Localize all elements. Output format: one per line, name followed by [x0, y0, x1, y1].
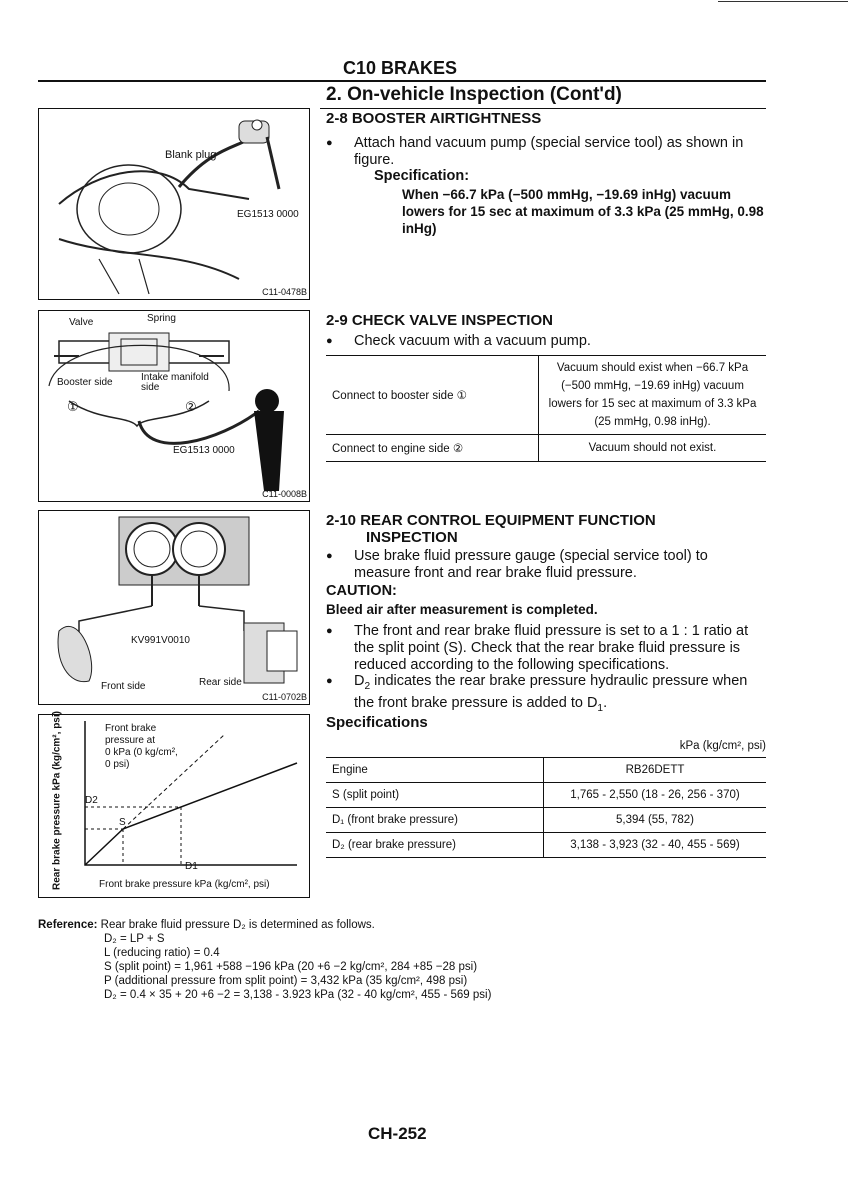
spec-item: S (split point)	[326, 783, 544, 808]
label-valve: Valve	[69, 317, 94, 328]
table-row	[326, 356, 766, 435]
label-blank-plug: Blank plug	[165, 149, 217, 161]
label-s: S	[119, 817, 126, 828]
section-title: C10 BRAKES	[342, 58, 458, 78]
figure-pressure-gauge	[38, 510, 310, 705]
rear-control-bullet-2: ● The front and rear brake fluid pressure is set to a 1 : 1 ratio at the split point (S). Check that the rear brake fluid pressure is reduced according to the following specifications.	[354, 623, 766, 674]
label-circle-1: ①	[67, 399, 79, 414]
page-number: CH-252	[368, 1124, 427, 1143]
reference-label: Reference:	[38, 919, 98, 931]
check-valve-table	[326, 355, 766, 462]
spec-item: D₁ (front brake pressure)	[326, 808, 544, 833]
top-edge-rule	[718, 1, 848, 2]
label-intake-manifold: Intake manifold side	[141, 372, 209, 393]
result-cell: Vacuum should not exist.	[588, 442, 717, 454]
reference-line-1: Rear brake fluid pressure D₂ is determined as follows.	[100, 919, 375, 931]
heading-specifications: Specifications	[326, 714, 428, 731]
figure-split-point-graph	[38, 711, 310, 898]
figure-check-valve	[38, 310, 310, 502]
header-rule	[38, 80, 766, 82]
label-d2: D2	[85, 795, 98, 806]
reference-line-2: D₂ = LP + S	[104, 933, 165, 945]
spec-value: RB26DETT	[544, 758, 767, 783]
label-d1: D1	[185, 861, 198, 872]
table-row	[326, 808, 766, 833]
figure-code: C11-0478B	[262, 287, 307, 297]
heading-booster-airtightness: 2-8 BOOSTER AIRTIGHTNESS	[326, 110, 542, 127]
rear-control-bullet-1: ● Use brake fluid pressure gauge (special service tool) to measure front and rear brake fluid pressure.	[354, 548, 766, 582]
label-front-side: Front side	[101, 681, 146, 692]
spec-units: kPa (kg/cm², psi)	[679, 740, 766, 752]
graph-curve	[85, 763, 297, 865]
check-valve-bullet: ● Check vacuum with a vacuum pump.	[354, 333, 591, 350]
reference-block	[38, 918, 491, 1002]
label-front-brake-note: Front brake pressure at 0 kPa (0 kg/cm², 0 psi)	[105, 723, 178, 770]
booster-bullet: ● Attach hand vacuum pump (special service tool) as shown in figure.	[354, 135, 766, 169]
table-row	[326, 783, 766, 808]
spec-value: 3,138 - 3,923 (32 - 40, 455 - 569)	[570, 839, 740, 851]
spec-item: D₂ (rear brake pressure)	[326, 833, 544, 858]
figure-code: C11-0008B	[262, 489, 307, 499]
table-row	[326, 435, 766, 462]
caution-label: CAUTION:	[326, 583, 397, 599]
booster-spec-label: Specification:	[374, 168, 470, 184]
result-cell: Vacuum should exist when −66.7 kPa (−500 mmHg, −19.69 inHg) vacuum lowers for 15 sec at maximum of 3.3 kPa (25 mmHg, 0.98 inHg).	[539, 356, 767, 435]
check-valve-illustration	[39, 311, 309, 501]
table-row	[326, 758, 766, 783]
rear-control-bullet-3: ● $D_2$ indicates the rear brake pressure hydraulic pressure when the front brake pressure is added to $D_1$.	[354, 673, 766, 717]
caution-text: Bleed air after measurement is completed.	[326, 602, 598, 617]
chapter-rule	[320, 108, 766, 109]
label-tool-eg1513: EG1513 0000	[173, 445, 235, 456]
graph-y-axis-label: Rear brake pressure kPa (kg/cm², psi)	[51, 711, 63, 890]
reference-line-3: L (reducing ratio) = 0.4	[104, 947, 220, 959]
reference-line-4: S (split point) = 1,961 +588 −196 kPa (20 +6 −2 kg/cm², 284 +85 −28 psi)	[104, 961, 478, 973]
label-rear-side: Rear side	[199, 677, 242, 688]
figure-booster-airtightness	[38, 108, 310, 300]
heading-check-valve: 2-9 CHECK VALVE INSPECTION	[326, 312, 553, 329]
table-row	[326, 833, 766, 858]
spec-item: Engine	[326, 758, 544, 783]
booster-spec-text: When −66.7 kPa (−500 mmHg, −19.69 inHg) vacuum lowers for 15 sec at maximum of 3.3 kPa (25 mmHg, 0.98 inHg)	[402, 187, 764, 236]
pressure-gauge-illustration	[39, 511, 309, 704]
specifications-table	[326, 757, 766, 858]
spec-value: 5,394 (55, 782)	[544, 808, 767, 833]
spec-value: 1,765 - 2,550 (18 - 26, 256 - 370)	[544, 783, 767, 808]
condition-cell: Connect to engine side ②	[326, 435, 539, 462]
reference-line-6: D₂ = 0.4 × 35 + 20 +6 −2 = 3,138 - 3.923 kPa (32 - 40 kg/cm², 455 - 569 psi)	[104, 989, 492, 1001]
label-tool-eg1513: EG1513 0000	[237, 209, 299, 220]
heading-rear-control: 2-10 REAR CONTROL EQUIPMENT FUNCTION	[326, 512, 656, 529]
graph-x-axis-label: Front brake pressure kPa (kg/cm², psi)	[99, 879, 270, 890]
label-booster-side: Booster side	[57, 377, 113, 388]
figure-code: C11-0702B	[262, 692, 307, 702]
condition-cell: Connect to booster side ①	[326, 356, 539, 435]
chapter-title: 2. On-vehicle Inspection (Cont'd)	[326, 84, 622, 105]
heading-rear-control-cont: INSPECTION	[366, 529, 458, 546]
reference-line-5: P (additional pressure from split point) = 3,432 kPa (35 kg/cm², 498 psi)	[104, 975, 468, 987]
label-spring: Spring	[147, 313, 176, 324]
booster-illustration	[39, 109, 309, 299]
label-tool-kv991: KV991V0010	[131, 635, 190, 646]
label-circle-2: ②	[185, 399, 197, 414]
